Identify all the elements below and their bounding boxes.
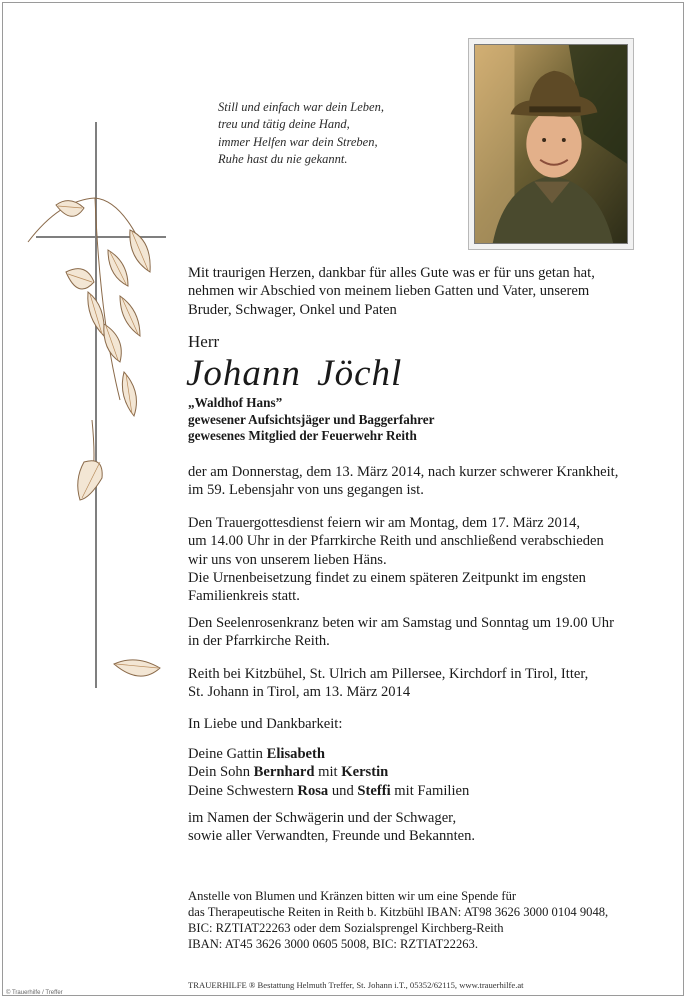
poem-line: Still und einfach war dein Leben, [218,100,384,114]
deceased-name: Johann Jöchl [186,353,403,394]
deceased-details: „Waldhof Hans” gewesener Aufsichtsjäger und Baggerfahrer gewesenes Mitglied der Feuerwehr Reith [188,395,435,443]
family-wife: Deine Gattin Elisabeth [188,746,326,762]
intro-text: Mit traurigen Herzen, dankbar für alles Gute was er für uns getan hat, nehmen wir Abschied von meinem lieben Gatten und Vater, unserem Bruder, Schwager, Onkel und Paten [188,265,595,318]
portrait-frame [468,38,634,250]
family-sisters: Deine Schwestern Rosa und Steffi mit Familien [188,782,470,799]
funeral-info: Den Trauergottesdienst feiern wir am Montag, dem 17. März 2014, um 14.00 Uhr in der Pfarrkirche Reith und anschließend verabschieden wir uns von unserem lieben Häns. Die Urnenbeisetzung findet zu einem späteren Zeitpunkt im engsten Familienkreis statt. [188,515,604,605]
poem-line: treu und tätig deine Hand, [218,117,350,132]
funeral-home-footer: TRAUERHILFE ® Bestattung Helmuth Treffer, St. Johann i.T., 05352/62115, www.trauerhilfe.at [188,980,524,990]
donation-note: Anstelle von Blumen und Kränzen bitten wir um eine Spende für das Therapeutische Reiten in Reith b. Kitzbühl IBAN: AT98 3626 3000 0104 9048, BIC: RZTIAT22263 oder dem Sozialsprengel Kirchberg-Reith IBAN: AT45 3626 3000 0605 5008, BIC: RZTIAT22263. [188,889,609,951]
place-date: Reith bei Kitzbühel, St. Ulrich am Pillersee, Kirchdorf in Tirol, Itter, St. Johann in Tirol, am 13. März 2014 [188,666,589,701]
poem-line: immer Helfen war dein Streben, [218,134,378,149]
salutation: Herr [188,332,220,351]
rosary-info: Den Seelenrosenkranz beten wir am Samstag und Sonntag um 19.00 Uhr in der Pfarrkirche Reith. [188,615,614,650]
death-notice: der am Donnerstag, dem 13. März 2014, nach kurzer schwerer Krankheit, im 59. Lebensjahr von uns gegangen ist. [188,464,619,499]
family-list [188,745,658,800]
poem-line: Ruhe hast du nie gekannt. [218,151,348,166]
portrait-photo [474,44,628,244]
copyright-note: © Trauerhilfe / Treffer [6,990,63,996]
on-behalf-of: im Namen der Schwägerin und der Schwager, sowie aller Verwandten, Freunde und Bekannten. [188,810,476,845]
closing-line: In Liebe und Dankbarkeit: [188,716,343,732]
cross-horizontal-bar [36,236,166,238]
cross-vertical-bar [95,122,97,688]
poem [218,99,458,168]
family-son: Dein Sohn Bernhard mit Kerstin [188,764,389,781]
